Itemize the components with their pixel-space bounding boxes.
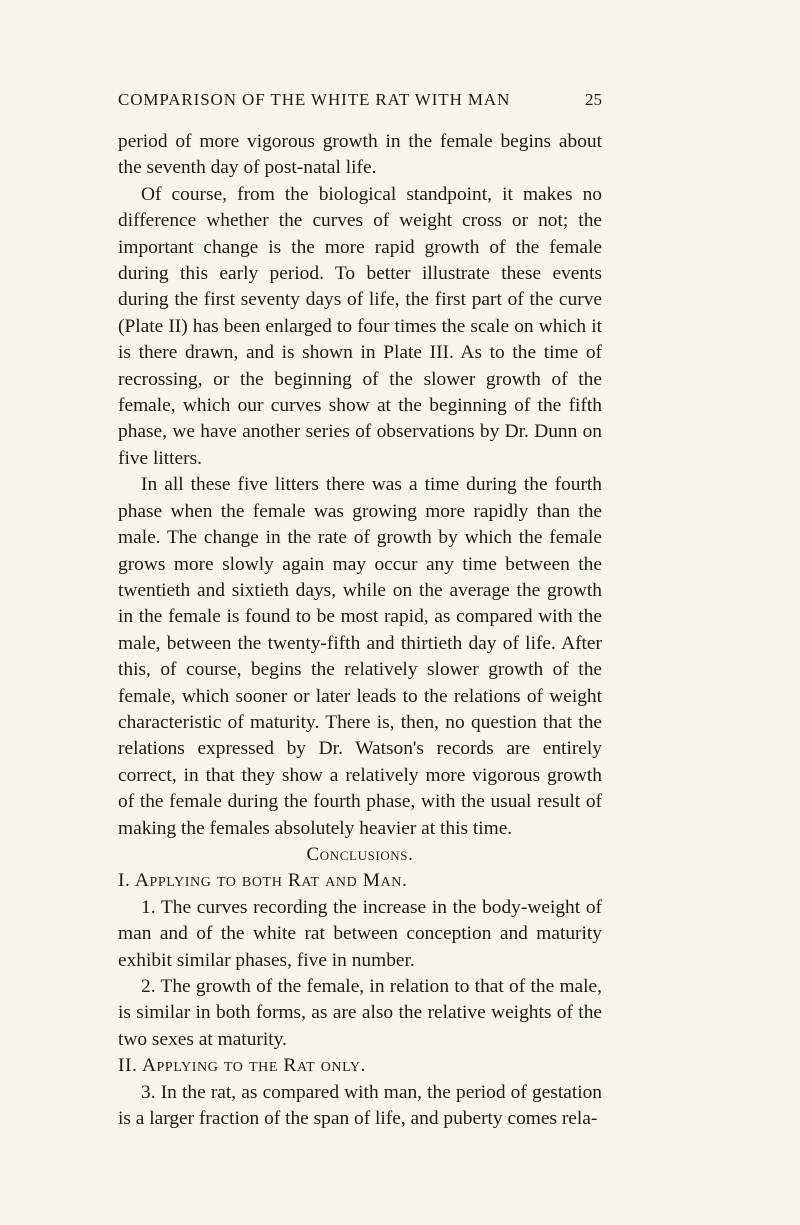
- body-text: [118, 129, 602, 1132]
- conclusions-heading: Conclusions.: [306, 843, 414, 865]
- conclusion-item-3: 3. In the rat, as compared with man, the period of gestation is a larger fraction of the span of life, and puberty comes rela-: [118, 1081, 602, 1130]
- conclusion-item-1: 1. The curves recording the increase in the body-weight of man and of the white rat between conception and maturity exhibit similar phases, five in number.: [118, 896, 602, 971]
- section-heading-rat-only: II. Applying to the Rat only.: [118, 1055, 367, 1077]
- paragraph-biological-standpoint: Of course, from the biological standpoint, it makes no difference whether the curves of weight cross or not; the important change is the more rapid growth of the female during this early period. To better illustrate these events during the first seventy days of life, the first part of the curve (Plate II) has been enlarged to four times the scale on which it is there drawn, and is shown in Plate III. As to the time of recrossing, or the beginning of the slower growth of the female, which our curves show at the beginning of the fifth phase, we have another series of observations by Dr. Dunn on five litters.: [118, 183, 602, 469]
- section-heading-rat-and-man: I. Applying to both Rat and Man.: [118, 870, 408, 892]
- page-number: 25: [585, 90, 602, 109]
- paragraph-continued: period of more vigorous growth in the female begins about the seventh day of post-natal life.: [118, 131, 602, 179]
- conclusion-item-2: 2. The growth of the female, in relation to that of the male, is similar in both forms, as are also the relative weights of the two sexes at maturity.: [118, 976, 602, 1050]
- paragraph-five-litters: In all these five litters there was a time during the fourth phase when the female was growing more rapidly than the male. The change in the rate of growth by which the female grows more slowly again may occur any time between the twentieth and sixtieth days, while on the average the growth in the female is found to be most rapid, as compared with the male, between the twenty-fifth and thirtieth day of life. After this, of course, begins the relatively slower growth of the female, which sooner or later leads to the relations of weight characteristic of maturity. There is, then, no question that the relations expressed by Dr. Watson's records are entirely correct, in that they show a relatively more vigorous growth of the female during the fourth phase, with the usual result of making the females absolutely heavier at this time.: [118, 474, 602, 839]
- running-title: COMPARISON OF THE WHITE RAT WITH MAN: [118, 90, 511, 109]
